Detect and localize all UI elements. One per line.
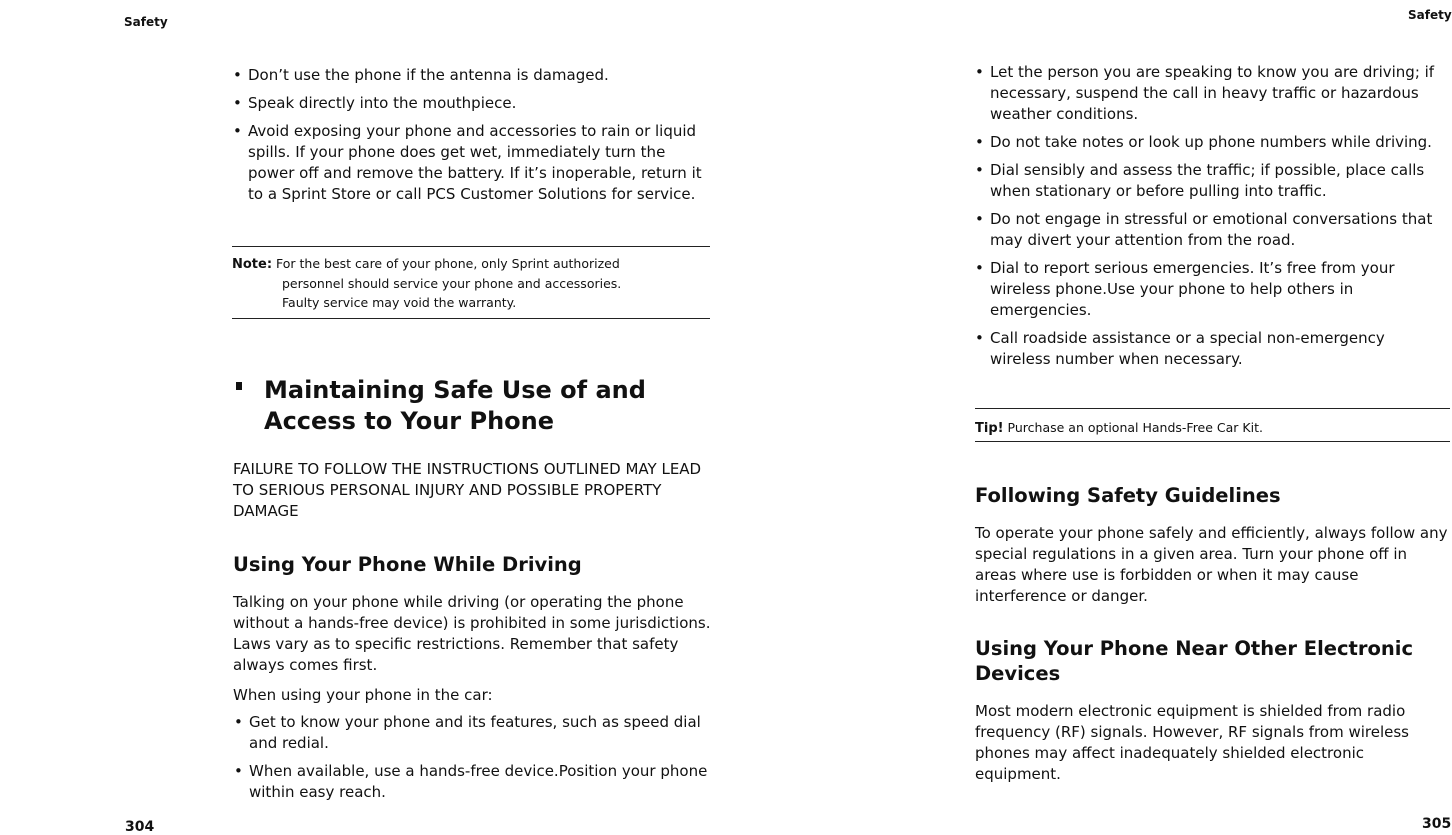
tip-label: Tip! (975, 421, 1004, 436)
list-item: • Do not take notes or look up phone numbers while driving. (975, 132, 1445, 153)
note-line-2: personnel should service your phone and accessories. (282, 276, 622, 291)
note-label: Note: (232, 257, 273, 272)
left-page-number: 304 (125, 819, 155, 835)
right-bullet-list (975, 62, 1445, 377)
driving-paragraph: Talking on your phone while driving (or operating the phone without a hands-free device) is prohibited in some jurisdictions. Laws vary as to specific restrictions. Remember that safety always comes first. (233, 593, 711, 674)
tip-bottom-rule (975, 441, 1450, 442)
tip-box (975, 418, 1450, 438)
note-top-rule (232, 246, 710, 247)
tip-top-rule (975, 408, 1450, 409)
right-page-number: 305 (1422, 816, 1452, 832)
right-page-header: Safety (1408, 8, 1452, 22)
list-item: • When available, use a hands-free device.Position your phone within easy reach. (234, 761, 709, 803)
warning-text: FAILURE TO FOLLOW THE INSTRUCTIONS OUTLINED MAY LEAD TO SERIOUS PERSONAL INJURY AND POSSIBLE PROPERTY DAMAGE (233, 460, 702, 520)
list-item: • Avoid exposing your phone and accessories to rain or liquid spills. If your phone does get wet, immediately turn the power off and remove the battery. If it’s inoperable, return it to a Sprint Store or call PCS Customer Solutions for service. (233, 121, 713, 205)
note-line-1: For the best care of your phone, only Sprint authorized (276, 256, 620, 271)
tip-text: Purchase an optional Hands-Free Car Kit. (1007, 420, 1263, 435)
list-item: • Don’t use the phone if the antenna is damaged. (233, 65, 713, 86)
list-item: • Do not engage in stressful or emotional conversations that may divert your attention from the road. (975, 209, 1445, 251)
note-line-3: Faulty service may void the warranty. (282, 295, 517, 310)
car-intro-text: When using your phone in the car: (233, 686, 493, 704)
note-box (232, 254, 710, 312)
guidelines-paragraph: To operate your phone safely and efficiently, always follow any special regulations in a given area. Turn your phone off in areas where use is forbidden or when it may cause interference or danger. (975, 524, 1448, 605)
left-car-bullet-list (234, 712, 709, 810)
list-item: • Let the person you are speaking to know you are driving; if necessary, suspend the call in heavy traffic or hazardous weather conditions. (975, 62, 1445, 125)
section-title: Maintaining Safe Use of and Access to Your Phone (264, 376, 646, 435)
electronics-heading: Using Your Phone Near Other Electronic Devices (975, 637, 1414, 685)
list-item: • Dial to report serious emergencies. It’s free from your wireless phone.Use your phone to help others in emergencies. (975, 258, 1445, 321)
list-item: • Dial sensibly and assess the traffic; if possible, place calls when stationary or before pulling into traffic. (975, 160, 1445, 202)
electronics-paragraph: Most modern electronic equipment is shielded from radio frequency (RF) signals. However, RF signals from wireless phones may affect inadequately shielded electronic equipment. (975, 702, 1409, 783)
list-item: • Speak directly into the mouthpiece. (233, 93, 713, 114)
note-bottom-rule (232, 318, 710, 319)
driving-heading: Using Your Phone While Driving (233, 553, 582, 576)
list-item: • Call roadside assistance or a special non-emergency wireless number when necessary. (975, 328, 1445, 370)
guidelines-heading: Following Safety Guidelines (975, 484, 1281, 507)
list-item: • Get to know your phone and its features, such as speed dial and redial. (234, 712, 709, 754)
section-bullet-square-icon (236, 382, 242, 390)
left-top-bullet-list (233, 65, 713, 212)
left-page-header: Safety (124, 15, 168, 29)
